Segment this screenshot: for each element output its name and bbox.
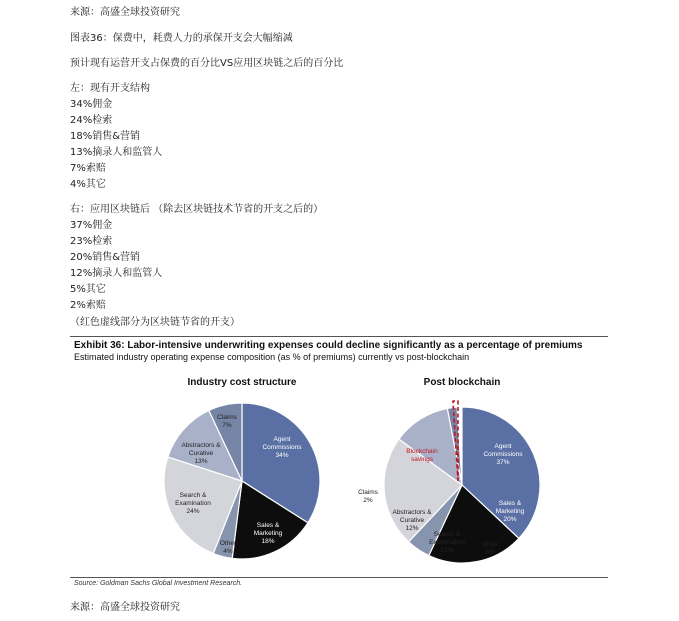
exhibit-bottom-rule <box>70 577 608 578</box>
pie-slice-label: Agent Commissions 37% <box>483 443 523 466</box>
pie-slice-label: Abstractors & Curative 13% <box>181 442 221 465</box>
pie-slice-label: Sales & Marketing 18% <box>253 522 283 545</box>
pie-slice-label: Search & Examination 24% <box>175 492 211 515</box>
savings-note: （红色虚线部分为区块链节省的开支） <box>70 317 240 328</box>
chart-title: Post blockchain <box>423 377 501 388</box>
figure-caption: 图表36：保费中，耗费人力的承保开支会大幅缩减 <box>70 33 293 44</box>
pie-slice-label: Search & Examination 23% <box>429 531 465 554</box>
pie-slice-label: Other 4% <box>219 540 237 555</box>
right-item: 5%其它 <box>70 284 106 295</box>
exhibit-source: Source: Goldman Sachs Global Investment Research. <box>74 580 243 587</box>
right-item: 20%销售&营销 <box>70 252 141 263</box>
chart-title: Industry cost structure <box>187 377 297 388</box>
exhibit-subtitle: Estimated industry operating expense composition (as % of premiums) currently vs post-blockchain <box>74 352 470 362</box>
figure-subcaption: 预计现有运营开支占保费的百分比VS应用区块链之后的百分比 <box>70 58 344 69</box>
left-item: 34%佣金 <box>70 99 113 110</box>
left-heading: 左：现有开支结构 <box>70 83 150 94</box>
right-item: 23%检索 <box>70 236 113 247</box>
right-item: 12%摘录人和监管人 <box>70 268 163 279</box>
right-heading: 右：应用区块链后 （除去区块链技术节省的开支之后的） <box>70 204 324 215</box>
right-item: 37%佣金 <box>70 220 113 231</box>
left-item: 4%其它 <box>70 179 106 190</box>
pie-slice-label: Abstractors & Curative 12% <box>392 509 432 532</box>
blockchain-savings-label: Blockchain savings <box>406 448 438 463</box>
pie-slice-label: Claims 2% <box>358 489 378 504</box>
left-item: 7%索赔 <box>70 163 106 174</box>
pie-slice-label: Sales & Marketing 20% <box>495 500 525 523</box>
left-item: 24%检索 <box>70 115 113 126</box>
pie-slice-label: Claims 7% <box>217 414 237 429</box>
left-item: 13%摘录人和监管人 <box>70 147 163 158</box>
pie-slice-label: Other 5% <box>481 541 499 556</box>
header-source: 来源：高盛全球投资研究 <box>70 7 180 18</box>
footer-source: 来源：高盛全球投资研究 <box>70 602 180 613</box>
right-item: 2%索赔 <box>70 300 106 311</box>
exhibit-title: Exhibit 36: Labor-intensive underwriting expenses could decline significantly as a percentage of premiums <box>74 340 583 351</box>
pie-slice-label: Agent Commissions 34% <box>262 436 302 459</box>
left-item: 18%销售&营销 <box>70 131 141 142</box>
